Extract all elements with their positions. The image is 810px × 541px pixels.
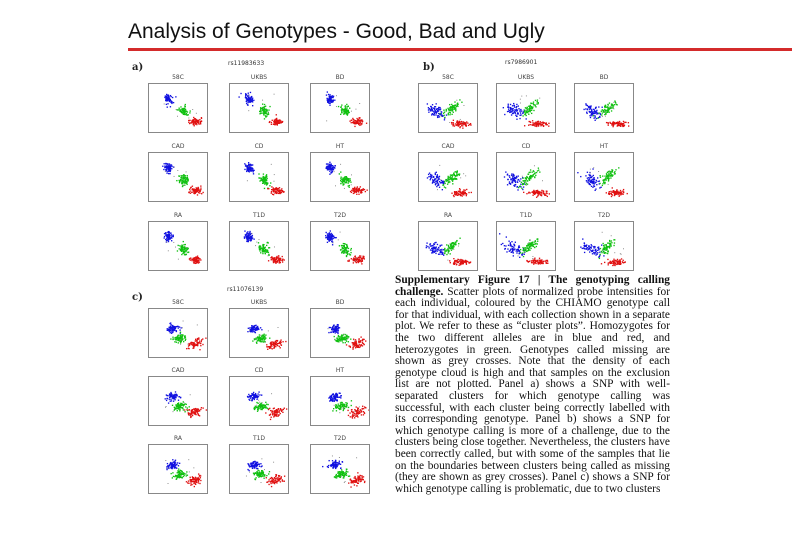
plot-label: T2D: [311, 435, 369, 442]
blue-genotype-cluster: [165, 391, 182, 403]
plot-label: HT: [311, 367, 369, 374]
cluster-plot: [310, 308, 370, 358]
cluster-plot: [496, 83, 556, 133]
cluster-plot: [229, 308, 289, 358]
scatter-points: [497, 222, 555, 270]
red-genotype-cluster: [350, 186, 368, 195]
snp-id: rs7986901: [505, 59, 537, 66]
scatter-points: [149, 153, 207, 201]
blue-genotype-cluster: [247, 325, 262, 334]
green-genotype-cluster: [332, 400, 352, 411]
scatter-points: [497, 84, 555, 132]
slide-title: Analysis of Genotypes - Good, Bad and Ugly: [128, 20, 545, 44]
red-genotype-cluster: [346, 336, 367, 349]
plot-label: 58C: [149, 74, 207, 81]
red-genotype-cluster: [449, 258, 471, 266]
blue-genotype-cluster: [244, 162, 255, 174]
plot-label: CAD: [149, 367, 207, 374]
title-rule: [128, 48, 792, 51]
red-genotype-cluster: [268, 255, 285, 264]
cluster-plot: [310, 444, 370, 494]
red-genotype-cluster: [349, 117, 367, 127]
cluster-plot: [418, 221, 478, 271]
plot-label: UKBS: [230, 74, 288, 81]
cluster-plot: [310, 376, 370, 426]
blue-genotype-cluster: [328, 324, 340, 334]
plot-label: RA: [149, 212, 207, 219]
red-genotype-cluster: [188, 117, 202, 127]
caption-body: Scatter plots of normalized probe intensities for each individual, coloured by the CHIAMO genotype call for that individual, with each collection shown in a separate plot. We refer to these as “cluster plots”. Homozygotes for the two different alleles are in blue and red, and heterozygotes in green. Genotypes called missing are shown as grey crosses. Note that the density of each genotype cloud is high and that samples on the exclusion list are not plotted. Panel a) shows a SNP with well-separated clusters for which genotype calling was successful, with each cluster being correctly labelled with its corresponding genotype. Panel b) shows a SNP for which genotype calling is more of a challenge, due to the clusters being close together. Nevertheless, the clusters have been correctly called, but with some of the samples that lie on the boundaries between clusters being called as missing (they are shown as grey crosses). Panel c) shows a SNP for which genotype calling is problematic, due to two clusters: [395, 286, 670, 495]
cluster-plot: [496, 221, 556, 271]
red-genotype-cluster: [606, 121, 629, 128]
blue-genotype-cluster: [322, 460, 343, 469]
panel-letter: a): [132, 62, 143, 73]
green-genotype-cluster: [259, 103, 271, 119]
green-genotype-cluster: [334, 469, 351, 479]
green-genotype-cluster: [442, 170, 460, 188]
cluster-plot: [310, 83, 370, 133]
green-genotype-cluster: [170, 332, 186, 344]
scatter-points: [575, 222, 633, 270]
plot-label: UKBS: [230, 299, 288, 306]
red-genotype-cluster: [523, 190, 550, 198]
scatter-points: [311, 377, 369, 425]
red-genotype-cluster: [269, 114, 284, 126]
plot-label: BD: [311, 74, 369, 81]
red-genotype-cluster: [606, 187, 628, 197]
cluster-plot: [418, 152, 478, 202]
plot-label: HT: [575, 143, 633, 150]
green-genotype-cluster: [338, 104, 350, 116]
blue-genotype-cluster: [326, 162, 336, 175]
green-genotype-cluster: [253, 470, 270, 481]
scatter-points: [230, 309, 288, 357]
scatter-points: [575, 84, 633, 132]
plot-label: RA: [419, 212, 477, 219]
green-genotype-cluster: [176, 174, 189, 187]
red-genotype-cluster: [188, 185, 204, 195]
red-genotype-cluster: [451, 120, 472, 129]
scatter-points: [311, 84, 369, 132]
cluster-plot: [574, 221, 634, 271]
blue-genotype-cluster: [577, 168, 602, 191]
blue-genotype-cluster: [244, 230, 255, 242]
cluster-plot: [574, 83, 634, 133]
plot-label: T2D: [575, 212, 633, 219]
snp-id: rs11076139: [227, 286, 263, 293]
scatter-points: [230, 153, 288, 201]
cluster-plot: [229, 376, 289, 426]
scatter-points: [149, 377, 207, 425]
red-genotype-cluster: [524, 120, 550, 127]
scatter-points: [419, 153, 477, 201]
blue-genotype-cluster: [167, 322, 182, 334]
cluster-plot: [496, 152, 556, 202]
red-genotype-cluster: [266, 339, 286, 350]
green-genotype-cluster: [599, 167, 619, 186]
blue-genotype-cluster: [583, 103, 602, 121]
blue-genotype-cluster: [325, 230, 337, 245]
missing-calls: [602, 232, 624, 255]
cluster-plot: [229, 444, 289, 494]
blue-genotype-cluster: [164, 94, 176, 108]
cluster-plot: [310, 152, 370, 202]
missing-calls: [246, 458, 274, 483]
plot-label: CAD: [149, 143, 207, 150]
blue-genotype-cluster: [162, 163, 174, 174]
cluster-plot: [310, 221, 370, 271]
plot-label: CD: [230, 143, 288, 150]
scatter-points: [311, 153, 369, 201]
scatter-points: [149, 84, 207, 132]
plot-label: T1D: [230, 435, 288, 442]
red-genotype-cluster: [526, 258, 548, 265]
cluster-plot: [229, 152, 289, 202]
scatter-points: [311, 222, 369, 270]
snp-id: rs11983633: [228, 60, 264, 67]
blue-genotype-cluster: [164, 231, 174, 243]
blue-genotype-cluster: [503, 103, 527, 120]
green-genotype-cluster: [258, 173, 271, 189]
red-genotype-cluster: [265, 408, 287, 421]
blue-genotype-cluster: [247, 461, 262, 471]
blue-genotype-cluster: [326, 91, 336, 105]
plot-label: 58C: [419, 74, 477, 81]
green-genotype-cluster: [177, 241, 190, 255]
red-genotype-cluster: [601, 258, 626, 266]
plot-label: HT: [311, 143, 369, 150]
caption-heading: Supplementary Figure 17 | The genotyping calling challenge.: [395, 275, 670, 298]
scatter-points: [311, 445, 369, 493]
green-genotype-cluster: [177, 104, 191, 116]
blue-genotype-cluster: [504, 171, 525, 190]
scatter-points: [419, 222, 477, 270]
scatter-points: [149, 222, 207, 270]
figure-caption: [395, 275, 670, 541]
cluster-plot: [148, 221, 208, 271]
cluster-plot: [418, 83, 478, 133]
scatter-points: [149, 309, 207, 357]
cluster-plot: [229, 83, 289, 133]
red-genotype-cluster: [186, 473, 202, 487]
blue-genotype-cluster: [238, 92, 254, 107]
green-genotype-cluster: [172, 401, 190, 412]
plot-label: CD: [230, 367, 288, 374]
red-genotype-cluster: [186, 337, 207, 350]
green-genotype-cluster: [522, 99, 539, 116]
scatter-points: [575, 153, 633, 201]
red-genotype-cluster: [189, 256, 202, 265]
cluster-plot: [148, 83, 208, 133]
plot-label: CD: [497, 143, 555, 150]
plot-label: BD: [575, 74, 633, 81]
plot-label: T1D: [497, 212, 555, 219]
scatter-points: [230, 222, 288, 270]
cluster-plot: [148, 376, 208, 426]
red-genotype-cluster: [451, 188, 472, 197]
green-genotype-cluster: [339, 243, 352, 257]
plot-label: RA: [149, 435, 207, 442]
plot-label: CAD: [419, 143, 477, 150]
green-genotype-cluster: [171, 468, 189, 480]
red-genotype-cluster: [347, 255, 365, 264]
blue-genotype-cluster: [328, 392, 342, 401]
scatter-points: [230, 445, 288, 493]
cluster-plot: [229, 221, 289, 271]
cluster-plot: [148, 152, 208, 202]
green-genotype-cluster: [599, 239, 616, 259]
blue-genotype-cluster: [426, 242, 446, 256]
panel-letter: c): [132, 292, 143, 303]
green-genotype-cluster: [258, 242, 270, 256]
scatter-points: [497, 153, 555, 201]
cluster-plot: [574, 152, 634, 202]
red-genotype-cluster: [348, 472, 365, 488]
panel-letter: b): [423, 62, 435, 73]
plot-label: T1D: [230, 212, 288, 219]
cluster-plot: [148, 444, 208, 494]
scatter-points: [149, 445, 207, 493]
green-genotype-cluster: [253, 402, 268, 412]
plot-label: UKBS: [497, 74, 555, 81]
green-genotype-cluster: [334, 334, 352, 344]
red-genotype-cluster: [266, 474, 286, 487]
red-genotype-cluster: [267, 186, 285, 195]
green-genotype-cluster: [339, 171, 352, 188]
scatter-points: [230, 377, 288, 425]
cluster-plot: [148, 308, 208, 358]
green-genotype-cluster: [252, 334, 270, 344]
plot-label: BD: [311, 299, 369, 306]
scatter-points: [230, 84, 288, 132]
scatter-points: [311, 309, 369, 357]
plot-label: 58C: [149, 299, 207, 306]
plot-label: T2D: [311, 212, 369, 219]
blue-genotype-cluster: [499, 233, 526, 258]
blue-genotype-cluster: [247, 391, 262, 401]
missing-calls: [332, 455, 357, 483]
red-genotype-cluster: [347, 406, 369, 419]
scatter-points: [419, 84, 477, 132]
